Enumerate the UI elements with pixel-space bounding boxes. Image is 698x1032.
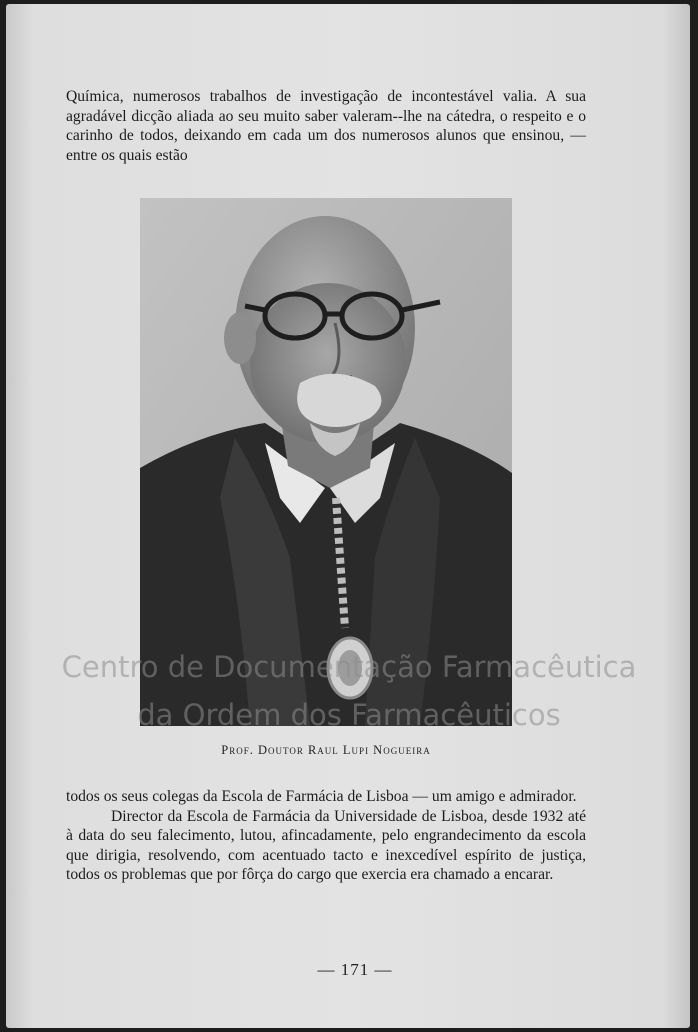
top-paragraph <box>66 87 586 165</box>
book-page <box>6 4 690 1028</box>
paragraph-2: Director da Escola de Farmácia da Universidade de Lisboa, desde 1932 até à data do seu falecimento, lutou, afincadamente, pelo engrandecimento da escola que dirigia, resolvendo, com acentuado tacto e inexcedível espírito de justiça, todos os problemas que por fôrça do cargo que exercia era chamado a encarar. <box>66 807 586 883</box>
watermark-line-2: da Ordem dos Farmacêuticos <box>137 698 561 732</box>
portrait-illustration <box>140 198 512 726</box>
paragraph-continuation: Química, numerosos trabalhos de investigação de incontestável valia. A sua agradável dicção aliada ao seu muito saber valeram--lhe na cátedra, o respeito e o carinho de todos, deixando em cada um dos numerosos alunos que ensinou, — entre os quais estão <box>66 88 586 164</box>
paragraph-1: todos os seus colegas da Escola de Farmácia de Lisboa — um amigo e admirador. <box>66 788 577 805</box>
photo-caption: Prof. Doutor Raul Lupi Nogueira <box>221 743 431 757</box>
bottom-paragraphs <box>66 787 586 885</box>
watermark-line-1: Centro de Documentação Farmacêutica <box>61 650 637 684</box>
page-number: — 171 — <box>317 960 393 979</box>
portrait-photo <box>140 198 512 726</box>
